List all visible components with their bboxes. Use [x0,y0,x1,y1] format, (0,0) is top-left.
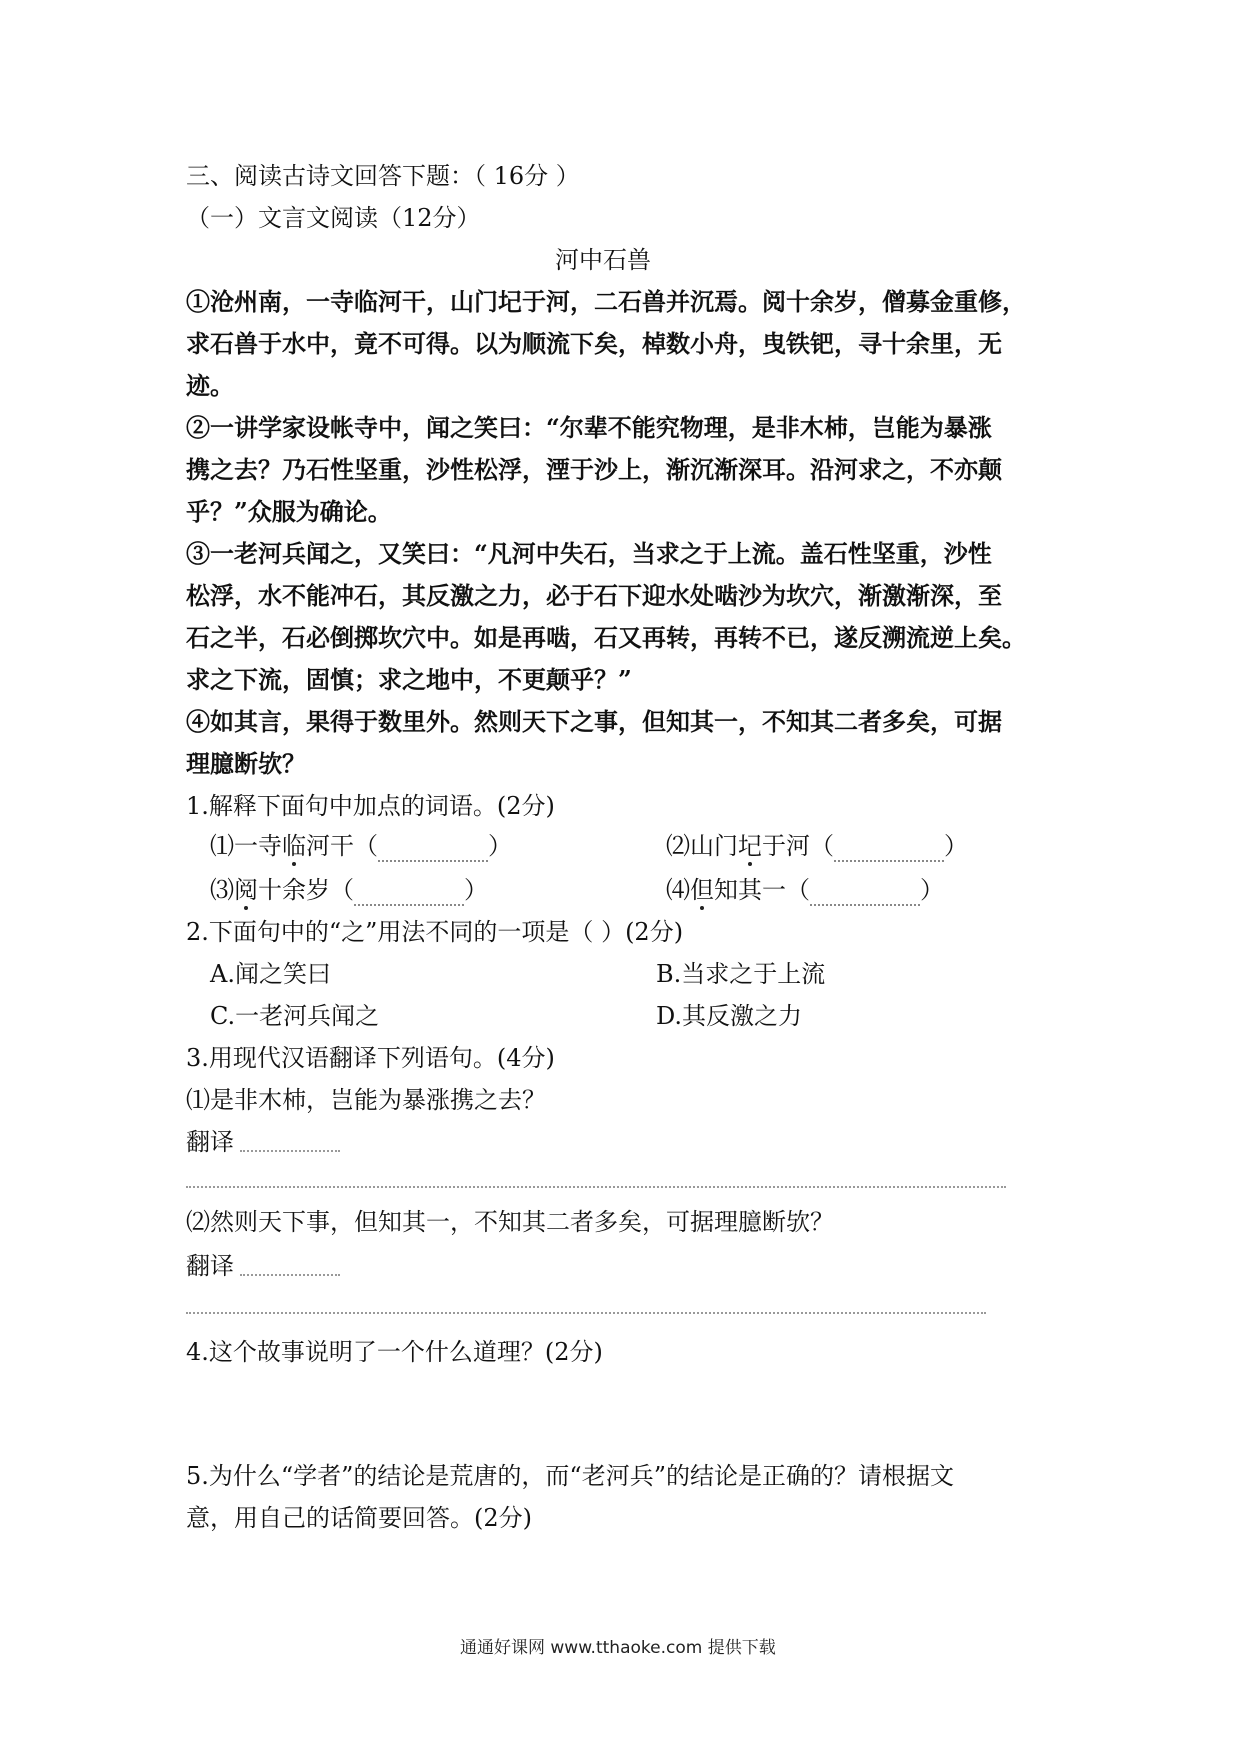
q2-option-b[interactable]: B.当求之于上流 [656,960,826,988]
answer-line[interactable] [240,1274,340,1276]
sub-heading: （一）文言文阅读（12分） [186,204,481,232]
passage-line: 石之半，石必倒掷坎穴中。如是再啮，石又再转，再转不已，遂反溯流逆上矣。 [186,623,1026,652]
q3-sentence-2: ⑵然则天下事，但知其一，不知其二者多矣，可据理臆断欤？ [186,1208,834,1236]
answer-line[interactable] [186,1312,986,1314]
question-1-stem: 1.解释下面句中加点的词语。(2分) [186,792,555,820]
passage-line: ④如其言，果得于数里外。然则天下之事，但知其一，不知其二者多矣，可据 [186,707,1002,736]
q3-sentence-1: ⑴是非木杮，岂能为暴涨携之去？ [186,1086,546,1114]
q1-item-1 [210,830,512,862]
answer-blank[interactable] [810,884,920,906]
footer-download-note: 通通好课网 www.tthaoke.com 提供下载 [460,1638,776,1658]
answer-line[interactable] [186,1186,1006,1188]
question-5-stem: 5.为什么“学者”的结论是荒唐的，而“老河兵”的结论是正确的？请根据文 [186,1462,954,1490]
question-4-stem: 4.这个故事说明了一个什么道理？(2分) [186,1338,603,1366]
q1-item-text: 于河（ [762,832,834,860]
q3-translate-label-2: 翻译 [186,1252,234,1280]
passage-line: 求石兽于水中，竟不可得。以为顺流下矣，棹数小舟，曳铁钯，寻十余里，无 [186,329,1002,358]
passage-line: ②一讲学家设帐寺中，闻之笑曰：“尔辈不能究物理，是非木杮，岂能为暴涨 [186,413,992,442]
q1-close-paren: ） [464,876,488,904]
passage-line: ③一老河兵闻之，又笑曰：“凡河中失石，当求之于上流。盖石性坚重，沙性 [186,539,992,568]
passage-line: 迹。 [186,371,234,400]
q1-item-2 [666,830,968,862]
dotted-word: 圮 [738,832,762,860]
answer-blank[interactable] [378,840,488,862]
q1-item-text: ⑶ [210,876,234,904]
q1-close-paren: ） [488,832,512,860]
passage-line: 理臆断欤？ [186,749,306,778]
passage-line: ①沧州南，一寺临河干，山门圮于河，二石兽并沉焉。阅十余岁，僧募金重修， [186,287,1026,316]
question-5-stem: 意，用自己的话简要回答。(2分) [186,1504,532,1532]
dotted-word: 阅 [234,876,258,904]
dotted-word: 临 [282,832,306,860]
q1-item-3 [210,874,488,906]
q1-item-4 [666,874,944,906]
dotted-word: 但 [690,876,714,904]
q1-item-text: ⑵山门 [666,832,738,860]
passage-line: 乎？”众服为确论。 [186,497,392,526]
q2-option-a[interactable]: A.闻之笑曰 [210,960,331,988]
section-heading: 三、阅读古诗文回答下题：（ 16分 ） [186,162,580,190]
answer-blank[interactable] [834,840,944,862]
question-2-stem: 2.下面句中的“之”用法不同的一项是（ ）(2分) [186,918,684,946]
q3-translate-label-1: 翻译 [186,1128,234,1156]
passage-line: 携之去？乃石性坚重，沙性松浮，湮于沙上，渐沉渐深耳。沿河求之，不亦颠 [186,455,1002,484]
q1-close-paren: ） [944,832,968,860]
q1-item-text: 十余岁（ [258,876,354,904]
q1-item-text: 河干（ [306,832,378,860]
q1-item-text: ⑷ [666,876,690,904]
question-3-stem: 3.用现代汉语翻译下列语句。(4分) [186,1044,555,1072]
answer-line[interactable] [240,1150,340,1152]
passage-title: 河中石兽 [555,246,651,274]
q2-option-c[interactable]: C.一老河兵闻之 [210,1002,380,1030]
q2-option-d[interactable]: D.其反激之力 [656,1002,803,1030]
passage-line: 求之下流，固慎；求之地中，不更颠乎？” [186,665,632,694]
q1-item-text: 知其一（ [714,876,810,904]
answer-blank[interactable] [354,884,464,906]
passage-line: 松浮，水不能冲石，其反激之力，必于石下迎水处啮沙为坎穴，渐激渐深，至 [186,581,1002,610]
q1-close-paren: ） [920,876,944,904]
q1-item-text: ⑴一寺 [210,832,282,860]
